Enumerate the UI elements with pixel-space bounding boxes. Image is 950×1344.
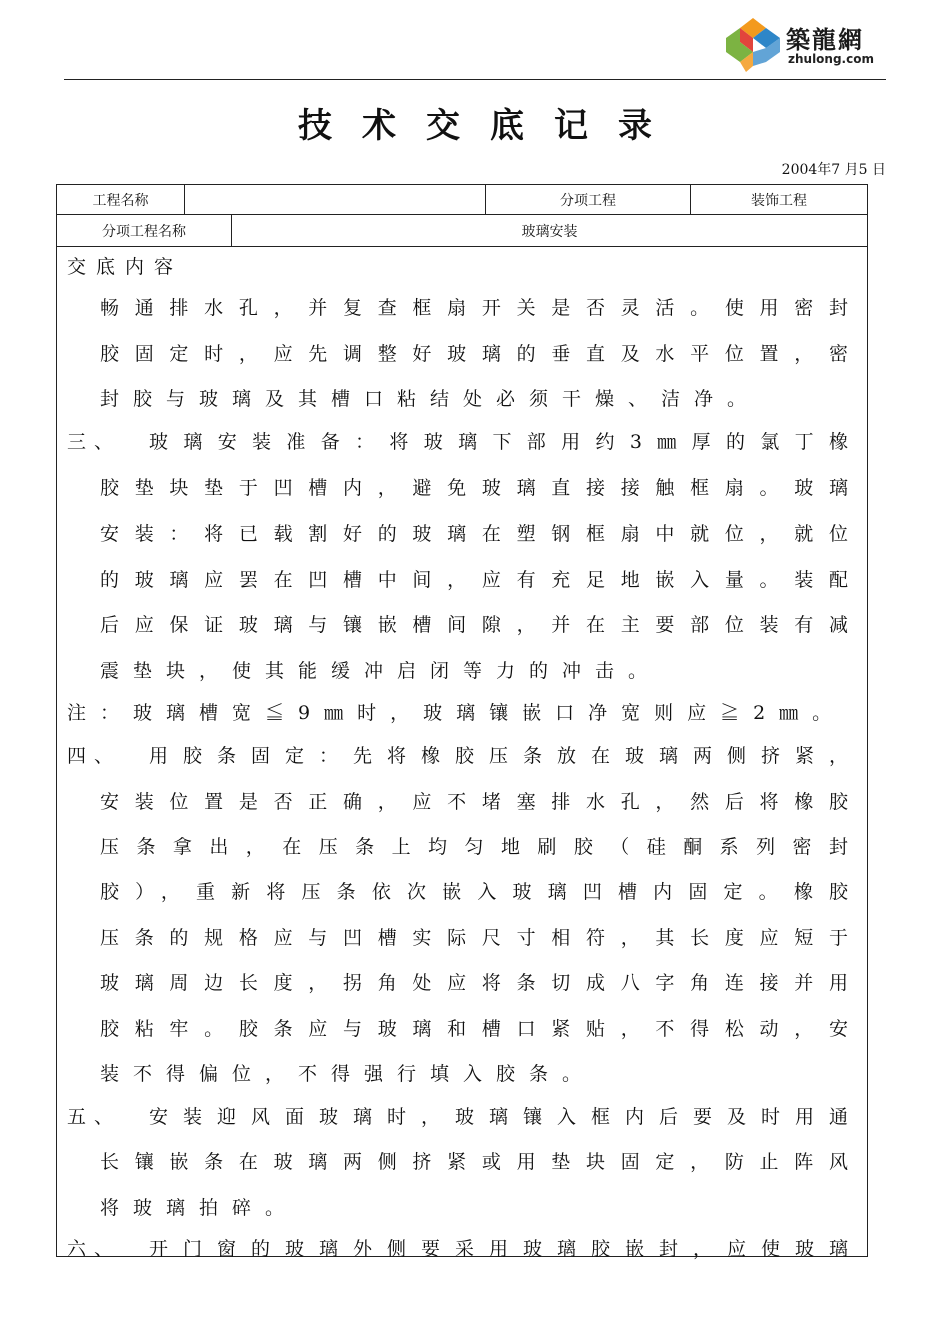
page-title: 技术交底记录 (298, 106, 682, 146)
note-line: 注：玻璃槽宽≦9㎜时，玻璃镶嵌口净宽则应≧2㎜。 (67, 702, 846, 724)
content-line: 胶垫块垫于凹槽内，避免玻璃直接接触框扇。玻璃 (100, 477, 864, 499)
content-line: 震垫块，使其能缓冲启闭等力的冲击。 (100, 660, 662, 682)
content-line: 安装迎风面玻璃时，玻璃镶入框内后要及时用通 (149, 1106, 863, 1128)
zhulong-cube-icon (722, 14, 784, 76)
content-line: 玻璃周边长度，拐角处应将条切成八字角连接并用 (100, 972, 864, 994)
sub-project-name-label: 分项工程名称 (57, 215, 232, 246)
content-line: 畅通排水孔，并复查框扇开关是否灵活。使用密封 (100, 297, 864, 319)
logo-chinese-name: 築龍網 (786, 26, 864, 54)
zhulong-logo (722, 14, 892, 76)
form-row-project (57, 185, 867, 215)
form-row-sub-project-name (57, 215, 867, 247)
content-line: 胶固定时，应先调整好玻璃的垂直及水平位置，密 (100, 343, 864, 365)
header-rule (64, 79, 886, 80)
logo-domain: zhulong.com (788, 52, 874, 66)
content-line: 开门窗的玻璃外侧要采用玻璃胶嵌封，应使玻璃 (149, 1238, 863, 1260)
section-label: 交底内容 (67, 256, 184, 278)
content-line: 胶粘牢。胶条应与玻璃和槽口紧贴，不得松动，安 (100, 1018, 864, 1040)
record-date: 2004年7 月5 日 (781, 162, 886, 178)
content-line: 长镶嵌条在玻璃两侧挤紧或用垫块固定，防止阵风 (100, 1151, 864, 1173)
content-line: 压条的规格应与凹槽实际尺寸相符，其长度应短于 (100, 927, 864, 949)
sub-project-name-value: 玻璃安装 (521, 223, 578, 240)
item-number: 五、 (67, 1106, 122, 1128)
content-line: 压条拿出，在压条上均匀地刷胶（硅酮系列密封 (100, 836, 866, 858)
content-line: 胶），重新将压条依次嵌入玻璃凹槽内固定。橡胶 (100, 881, 865, 903)
project-name-value (185, 185, 486, 214)
sub-project-label: 分项工程 (486, 185, 691, 214)
sub-project-value: 装饰工程 (751, 192, 807, 209)
item-number: 六、 (67, 1238, 122, 1260)
content-line: 将玻璃拍碎。 (100, 1197, 299, 1219)
content-line: 封胶与玻璃及其槽口粘结处必须干燥、洁净。 (100, 388, 761, 410)
content-line: 玻璃安装准备：将玻璃下部用约3㎜厚的氯丁橡 (149, 431, 864, 453)
content-line: 的玻璃应罢在凹槽中间，应有充足地嵌入量。装配 (100, 569, 864, 591)
disclosure-form (56, 184, 868, 1260)
content-line: 安装位置是否正确，应不堵塞排水孔，然后将橡胶 (100, 791, 864, 813)
content-line: 装不得偏位，不得强行填入胶条。 (100, 1063, 596, 1085)
item-number: 三、 (67, 431, 122, 453)
item-number: 四、 (67, 745, 122, 767)
content-line: 安装：将已载割好的玻璃在塑钢框扇中就位，就位 (100, 523, 864, 545)
content-line: 用胶条固定：先将橡胶压条放在玻璃两侧挤紧， (149, 745, 863, 767)
content-line: 后应保证玻璃与镶嵌槽间隙，并在主要部位装有减 (100, 614, 864, 636)
project-name-label: 工程名称 (57, 185, 185, 214)
